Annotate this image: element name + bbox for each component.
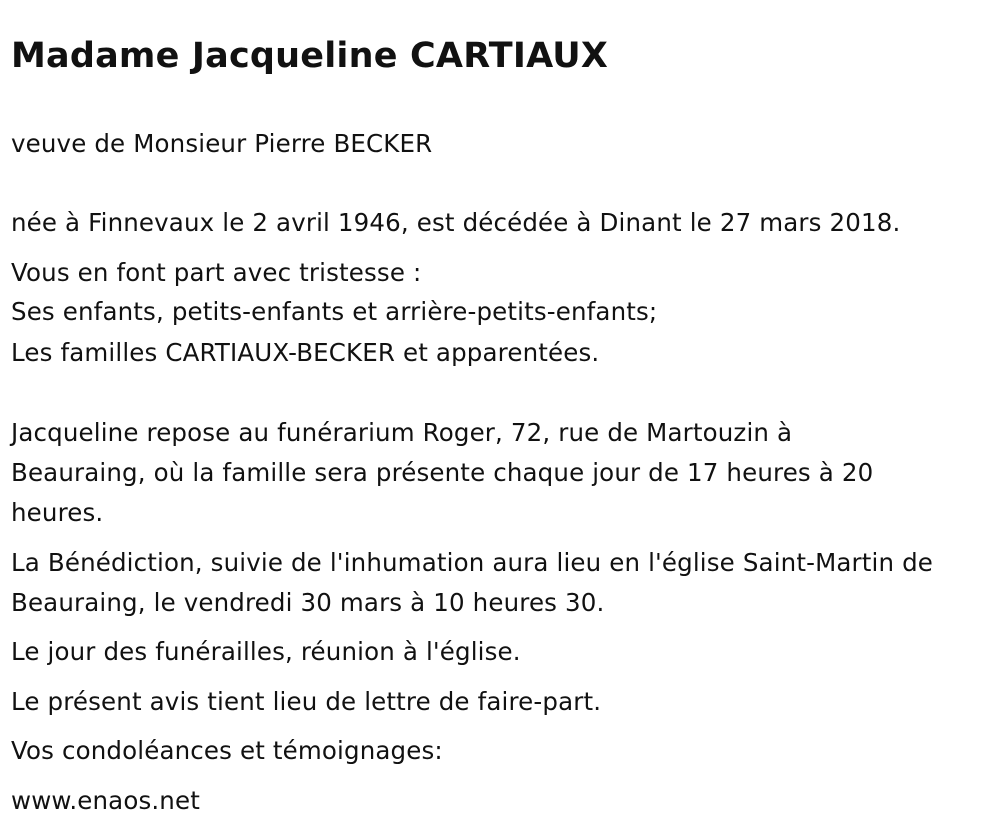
meeting-text: Le jour des funérailles, réunion à l'église.	[11, 637, 521, 666]
family-line-1: Ses enfants, petits-enfants et arrière-petits-enfants;	[11, 297, 658, 326]
repose-line-2: Beauraing, où la famille sera présente chaque jour de 17 heures à 20	[11, 458, 874, 487]
notice-title: Madame Jacqueline CARTIAUX	[11, 36, 609, 76]
website-text: www.enaos.net	[11, 786, 200, 815]
family-line-2: Les familles CARTIAUX-BECKER et apparentées.	[11, 338, 600, 367]
repose-line-3: heures.	[11, 498, 104, 527]
announce-intro-text: Vous en font part avec tristesse :	[11, 258, 422, 287]
benediction-line-1: La Bénédiction, suivie de l'inhumation aura lieu en l'église Saint-Martin de	[11, 548, 934, 577]
widow-of-text: veuve de Monsieur Pierre BECKER	[11, 129, 433, 158]
birth-death-text: née à Finnevaux le 2 avril 1946, est décédée à Dinant le 27 mars 2018.	[11, 208, 901, 237]
benediction-line-2: Beauraing, le vendredi 30 mars à 10 heures 30.	[11, 588, 605, 617]
condolences-label: Vos condoléances et témoignages:	[11, 736, 443, 765]
repose-line-1: Jacqueline repose au funérarium Roger, 72, rue de Martouzin à	[11, 418, 793, 447]
faire-part-text: Le présent avis tient lieu de lettre de faire-part.	[11, 687, 602, 716]
